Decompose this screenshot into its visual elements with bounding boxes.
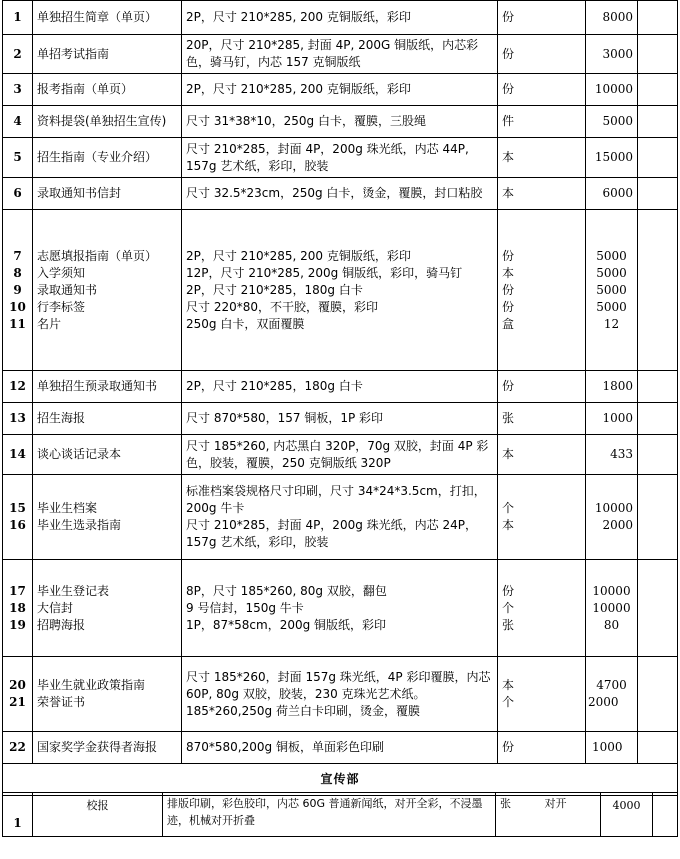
row-number: 21 xyxy=(9,695,26,709)
item-unit: 个 xyxy=(502,501,515,515)
table-row xyxy=(3,35,678,74)
blank-cell xyxy=(638,435,678,475)
item-spec: 排版印刷，彩色胶印，内芯 60G 普通新闻纸，对开全彩，不浸墨迹，机械对开折叠 xyxy=(163,793,496,837)
item-unit: 件 xyxy=(498,106,586,138)
item-quantity: 433 xyxy=(586,435,638,475)
publicity-table xyxy=(2,792,678,837)
row-number: 3 xyxy=(3,74,33,106)
blank-cell xyxy=(638,35,678,74)
row-number-group xyxy=(3,248,32,333)
blank-cell xyxy=(638,1,678,35)
item-name: 荣誉证书 xyxy=(37,695,86,709)
row-number: 11 xyxy=(9,316,26,331)
item-name: 入学须知 xyxy=(37,265,86,280)
item-spec: 20P，尺寸 210*285, 封面 4P, 200G 铜版纸，内芯彩色，骑马钉，内芯 157 克铜版纸 xyxy=(182,35,498,74)
item-unit: 本 xyxy=(498,178,586,210)
item-spec: 尺寸 210*285，封面 4P，200g 珠光纸，内芯 44P, 157g 艺术纸，彩印，胶装 xyxy=(182,138,498,178)
row-number: 20 xyxy=(9,678,26,692)
row-number-group xyxy=(3,583,32,634)
item-spec: 2P，尺寸 210*285，180g 白卡 xyxy=(186,282,363,297)
item-quantity: 5000 xyxy=(596,248,627,263)
blank-cell xyxy=(653,793,678,837)
table-row xyxy=(3,1,678,35)
item-name: 录取通知书 xyxy=(37,282,98,297)
item-unit: 份 xyxy=(502,248,515,263)
row-number-group xyxy=(3,500,32,534)
row-number: 15 xyxy=(9,501,26,515)
item-quantity: 5000 xyxy=(586,106,638,138)
item-spec: 2P，尺寸 210*285，180g 白卡 xyxy=(182,371,498,403)
section-title: 宣传部 xyxy=(3,764,678,796)
item-spec: 9 号信封，150g 牛卡 xyxy=(186,600,304,615)
item-name: 单独招生简章（单页） xyxy=(33,1,182,35)
item-spec: 尺寸 31*38*10，250g 白卡，覆膜，三股绳 xyxy=(182,106,498,138)
table-row-group xyxy=(3,210,678,371)
item-unit: 张 xyxy=(500,797,511,810)
print-items-table xyxy=(2,0,678,796)
item-unit-group xyxy=(502,583,581,634)
item-quantity: 8000 xyxy=(586,1,638,35)
blank-cell xyxy=(638,178,678,210)
blank-cell xyxy=(638,371,678,403)
item-name: 单独招生预录取通知书 xyxy=(33,371,182,403)
table-row xyxy=(3,178,678,210)
item-name: 毕业生档案 xyxy=(37,501,98,515)
item-unit: 盒 xyxy=(502,316,515,331)
item-spec: 尺寸 210*285，封面 4P，200g 珠光纸，内芯 24P，157g 艺术纸，彩印，胶装 xyxy=(186,518,477,549)
blank-cell xyxy=(638,106,678,138)
item-unit: 本 xyxy=(502,678,515,692)
item-name-group xyxy=(37,500,177,534)
item-name-group xyxy=(37,248,177,333)
item-unit: 份 xyxy=(502,299,515,314)
table-row-group xyxy=(3,475,678,560)
row-number: 5 xyxy=(3,138,33,178)
item-spec: 尺寸 220*80，不干胶，覆膜，彩印 xyxy=(186,299,378,314)
item-quantity-group xyxy=(586,583,637,634)
row-number: 9 xyxy=(13,282,22,297)
item-quantity: 12 xyxy=(603,316,620,331)
item-name-group xyxy=(37,677,177,711)
item-spec: 尺寸 185*260，封面 157g 珠光纸，4P 彩印覆膜，内芯 60P, 80g 双胶，胶装，230 克珠光艺术纸。 xyxy=(186,669,491,701)
item-quantity-group xyxy=(586,500,637,534)
item-unit: 张 xyxy=(502,617,515,632)
row-number: 2 xyxy=(3,35,33,74)
item-quantity: 6000 xyxy=(586,178,638,210)
blank-cell xyxy=(638,403,678,435)
item-name-group xyxy=(37,583,177,634)
item-unit: 份 xyxy=(502,282,515,297)
item-quantity: 2000 xyxy=(588,695,619,709)
item-unit: 份 xyxy=(498,732,586,764)
item-quantity: 80 xyxy=(603,617,620,632)
item-unit: 个 xyxy=(502,600,515,615)
item-name: 谈心谈话记录本 xyxy=(33,435,182,475)
item-unit-group xyxy=(502,248,581,333)
item-unit-group xyxy=(502,500,581,534)
row-number: 22 xyxy=(3,732,33,764)
item-quantity: 10000 xyxy=(592,583,631,598)
item-spec: 250g 白卡，双面覆膜 xyxy=(186,316,305,331)
table-row-group xyxy=(3,657,678,732)
item-name: 招生指南（专业介绍） xyxy=(33,138,182,178)
item-name: 招聘海报 xyxy=(37,617,86,632)
item-spec-group xyxy=(186,583,493,634)
row-number: 8 xyxy=(13,265,22,280)
row-number: 4 xyxy=(3,106,33,138)
blank-cell xyxy=(638,657,678,732)
item-unit: 本 xyxy=(502,518,515,532)
row-number: 1 xyxy=(3,1,33,35)
item-quantity: 15000 xyxy=(586,138,638,178)
table-row xyxy=(3,106,678,138)
item-unit: 份 xyxy=(498,74,586,106)
row-number: 16 xyxy=(9,518,26,532)
row-number: 10 xyxy=(9,299,26,314)
item-quantity: 10000 xyxy=(594,501,633,515)
item-name: 行李标签 xyxy=(37,299,86,314)
row-number: 13 xyxy=(3,403,33,435)
blank-cell xyxy=(638,475,678,560)
item-unit: 张 xyxy=(498,403,586,435)
item-spec: 1P，87*58cm，200g 铜版纸，彩印 xyxy=(186,617,387,632)
row-number-group xyxy=(3,677,32,711)
item-spec-group xyxy=(186,483,493,551)
item-name: 毕业生就业政策指南 xyxy=(37,678,146,692)
item-quantity: 4700 xyxy=(596,678,627,692)
row-number: 7 xyxy=(13,248,22,263)
item-unit-cell xyxy=(496,793,601,837)
item-quantity: 4000 xyxy=(601,793,653,837)
table-row xyxy=(3,732,678,764)
section-header-row xyxy=(3,764,678,796)
blank-cell xyxy=(638,138,678,178)
item-spec: 尺寸 32.5*23cm，250g 白卡，烫金，覆膜，封口粘胶 xyxy=(182,178,498,210)
item-spec: 尺寸 870*580，157 铜板，1P 彩印 xyxy=(182,403,498,435)
item-unit: 份 xyxy=(498,371,586,403)
item-spec: 2P，尺寸 210*285, 200 克铜版纸，彩印 xyxy=(186,248,411,263)
item-quantity: 1000 xyxy=(586,732,638,764)
item-name: 单招考试指南 xyxy=(33,35,182,74)
item-name: 招生海报 xyxy=(33,403,182,435)
item-unit: 份 xyxy=(498,35,586,74)
row-number: 18 xyxy=(9,600,26,615)
table-row xyxy=(3,435,678,475)
row-number: 14 xyxy=(3,435,33,475)
row-number: 17 xyxy=(9,583,26,598)
item-quantity-group xyxy=(586,248,637,333)
item-name: 大信封 xyxy=(37,600,74,615)
item-unit-group xyxy=(502,677,581,711)
item-unit: 份 xyxy=(502,583,515,598)
item-spec: 标准档案袋规格尺寸印刷，尺寸 34*24*3.5cm，打扣，200g 牛卡 xyxy=(186,484,486,515)
item-unit: 本 xyxy=(498,435,586,475)
row-number: 1 xyxy=(3,793,33,837)
item-name: 志愿填报指南（单页） xyxy=(37,248,158,263)
item-quantity: 5000 xyxy=(596,265,627,280)
table-row-group xyxy=(3,560,678,657)
item-unit: 份 xyxy=(498,1,586,35)
item-name: 国家奖学金获得者海报 xyxy=(33,732,182,764)
blank-cell xyxy=(638,560,678,657)
item-name: 毕业生选录指南 xyxy=(37,518,122,532)
blank-cell xyxy=(638,732,678,764)
item-quantity: 1800 xyxy=(586,371,638,403)
item-name: 资料提袋(单独招生宣传) xyxy=(33,106,182,138)
item-spec: 8P，尺寸 185*260, 80g 双胶，翻包 xyxy=(186,583,387,598)
item-quantity: 2000 xyxy=(602,518,633,532)
item-name: 录取通知书信封 xyxy=(33,178,182,210)
table-row xyxy=(3,371,678,403)
item-unit: 个 xyxy=(502,695,515,709)
item-spec: 12P，尺寸 210*285, 200g 铜版纸，彩印，骑马钉 xyxy=(186,265,463,280)
blank-cell xyxy=(638,74,678,106)
item-quantity: 10000 xyxy=(586,74,638,106)
item-spec: 870*580,200g 铜板，单面彩色印刷 xyxy=(182,732,498,764)
item-unit-extra: 对开 xyxy=(544,797,567,810)
row-number: 6 xyxy=(3,178,33,210)
item-quantity: 5000 xyxy=(596,299,627,314)
item-quantity-group xyxy=(586,677,637,711)
item-spec: 尺寸 185*260, 内芯黑白 320P，70g 双胶，封面 4P 彩色，胶装，覆膜，250 克铜版纸 320P xyxy=(182,435,498,475)
blank-cell xyxy=(638,210,678,371)
item-quantity: 3000 xyxy=(586,35,638,74)
item-name: 名片 xyxy=(37,316,62,331)
item-name: 毕业生登记表 xyxy=(37,583,110,598)
item-unit: 本 xyxy=(498,138,586,178)
table-row xyxy=(3,403,678,435)
table-row xyxy=(3,74,678,106)
row-number: 12 xyxy=(3,371,33,403)
item-name: 校报 xyxy=(33,793,163,837)
row-number: 19 xyxy=(9,617,26,632)
table-row xyxy=(3,138,678,178)
item-spec: 185*260,250g 荷兰白卡印刷，烫金，覆膜 xyxy=(186,703,420,718)
table-row xyxy=(3,793,678,837)
item-quantity: 5000 xyxy=(596,282,627,297)
item-spec-group xyxy=(186,669,493,720)
item-unit: 本 xyxy=(502,265,515,280)
item-quantity: 10000 xyxy=(592,600,631,615)
item-spec: 2P，尺寸 210*285, 200 克铜版纸，彩印 xyxy=(182,74,498,106)
item-spec: 2P，尺寸 210*285, 200 克铜版纸，彩印 xyxy=(182,1,498,35)
item-quantity: 1000 xyxy=(586,403,638,435)
item-spec-group xyxy=(186,248,493,333)
item-name: 报考指南（单页） xyxy=(33,74,182,106)
